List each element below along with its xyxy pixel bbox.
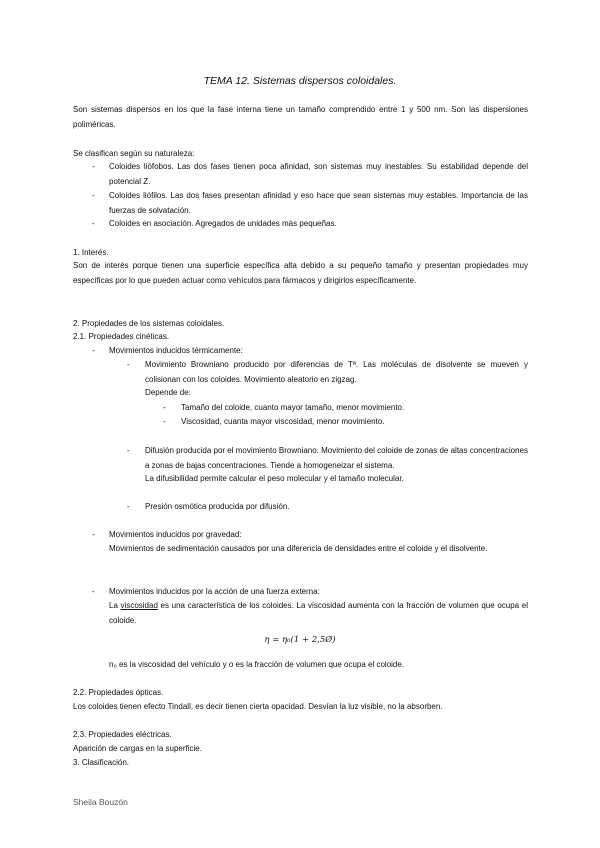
bullet-dash: -: [92, 346, 95, 355]
section-2-1-heading: 2.1. Propiedades cinéticas.: [73, 332, 170, 341]
footer-author: Sheila Bouzón: [73, 797, 128, 807]
section-2-3-text: Aparición de cargas en la superficie.: [73, 744, 202, 753]
force-heading: Movimientos inducidos por la acción de una fuerza externa:: [109, 587, 320, 596]
bullet-dash: -: [92, 587, 95, 596]
classify-item-3: Coloides en asociación. Agregados de unidades más pequeñas.: [109, 219, 337, 228]
diffusibility-text: La difusibilidad permite calcular el peso molecular y el tamaño molecular.: [145, 474, 404, 483]
section-2-2-text: Los coloides tienen efecto Tindall, es decir tienen cierta opacidad. Desvían la luz visible, no la absorben.: [73, 702, 443, 711]
osmotic-text: Presión osmótica producida por difusión.: [145, 502, 290, 511]
bullet-dash: -: [92, 530, 95, 539]
bullet-dash: -: [163, 403, 166, 412]
section-3-heading: 3. Clasificación.: [73, 758, 130, 767]
depends-item-2: Viscosidad, cuanta mayor viscosidad, menor movimiento.: [181, 417, 385, 426]
page-title: TEMA 12. Sistemas dispersos coloidales.: [203, 75, 397, 87]
section-2-3-heading: 2.3. Propiedades eléctricas.: [73, 730, 172, 739]
classify-item-2: Coloides liófilos. Las dos fases presentan afinidad y eso hace que sean sistemas muy estables. Importancia de las fuerzas de solvatación.: [109, 191, 528, 215]
gravity-heading: Movimientos inducidos por gravedad:: [109, 530, 242, 539]
bullet-dash: -: [92, 162, 95, 171]
bullet-dash: -: [127, 446, 130, 455]
intro-paragraph: Son sistemas dispersos en los que la fase interna tiene un tamaño comprendido entre 1 y 500 nm. Son las dispersiones poliméricas.: [73, 105, 528, 129]
depends-heading: Depende de:: [145, 388, 191, 397]
formula-note: n₀ es la viscosidad del vehículo y ο es la fracción de volumen que ocupa el coloide.: [109, 660, 405, 669]
section-1-text: Son de interés porque tienen una superficie específica alta debido a su pequeño tamaño y presentan propiedades muy específicas por lo que pueden actuar como vehículos para fármacos y dirigirlos específicamente.: [73, 261, 528, 285]
diffusion-text: Difusión producida por el movimiento Browniano. Movimiento del coloide de zonas de altas concentraciones a zonas de bajas concentraciones. Tiende a homogeneizar el sistema.: [145, 446, 528, 470]
section-2-heading: 2. Propiedades de los sistemas coloidales.: [73, 319, 225, 328]
brownian-text: Movimiento Browniano producido por diferencias de Tª. Las moléculas de disolvente se mueven y colisionan con los coloides. Movimiento aleatorio en zigzag.: [145, 360, 528, 384]
section-2-2-heading: 2.2. Propiedades ópticas.: [73, 688, 164, 697]
bullet-dash: -: [92, 191, 95, 200]
thermal-heading: Movimientos inducidos térmicamente:: [109, 346, 243, 355]
classify-heading: Se clasifican según su naturaleza:: [73, 149, 195, 158]
viscosity-formula: η = η₀(1 + 2,5Ø): [264, 635, 336, 645]
viscosity-pre: La: [109, 601, 121, 610]
section-1-heading: 1. Interés.: [73, 248, 109, 257]
viscosity-link[interactable]: viscosidad: [120, 601, 158, 610]
bullet-dash: -: [163, 417, 166, 426]
depends-item-1: Tamaño del coloide, cuanto mayor tamaño, menor movimiento.: [181, 403, 405, 412]
gravity-text: Movimientos de sedimentación causados por una diferencia de densidades entre el coloide y el disolvente.: [109, 544, 488, 553]
bullet-dash: -: [92, 219, 95, 228]
bullet-dash: -: [127, 502, 130, 511]
viscosity-paragraph: [109, 599, 528, 628]
bullet-dash: -: [127, 360, 130, 369]
classify-item-1: Coloides liófobos. Las dos fases tienen poca afinidad, son sistemas muy inestables. Su estabilidad depende del potencial Z.: [109, 162, 528, 186]
viscosity-post: es una característica de los coloides. La viscosidad aumenta con la fracción de volumen que ocupa el coloide.: [109, 601, 528, 625]
